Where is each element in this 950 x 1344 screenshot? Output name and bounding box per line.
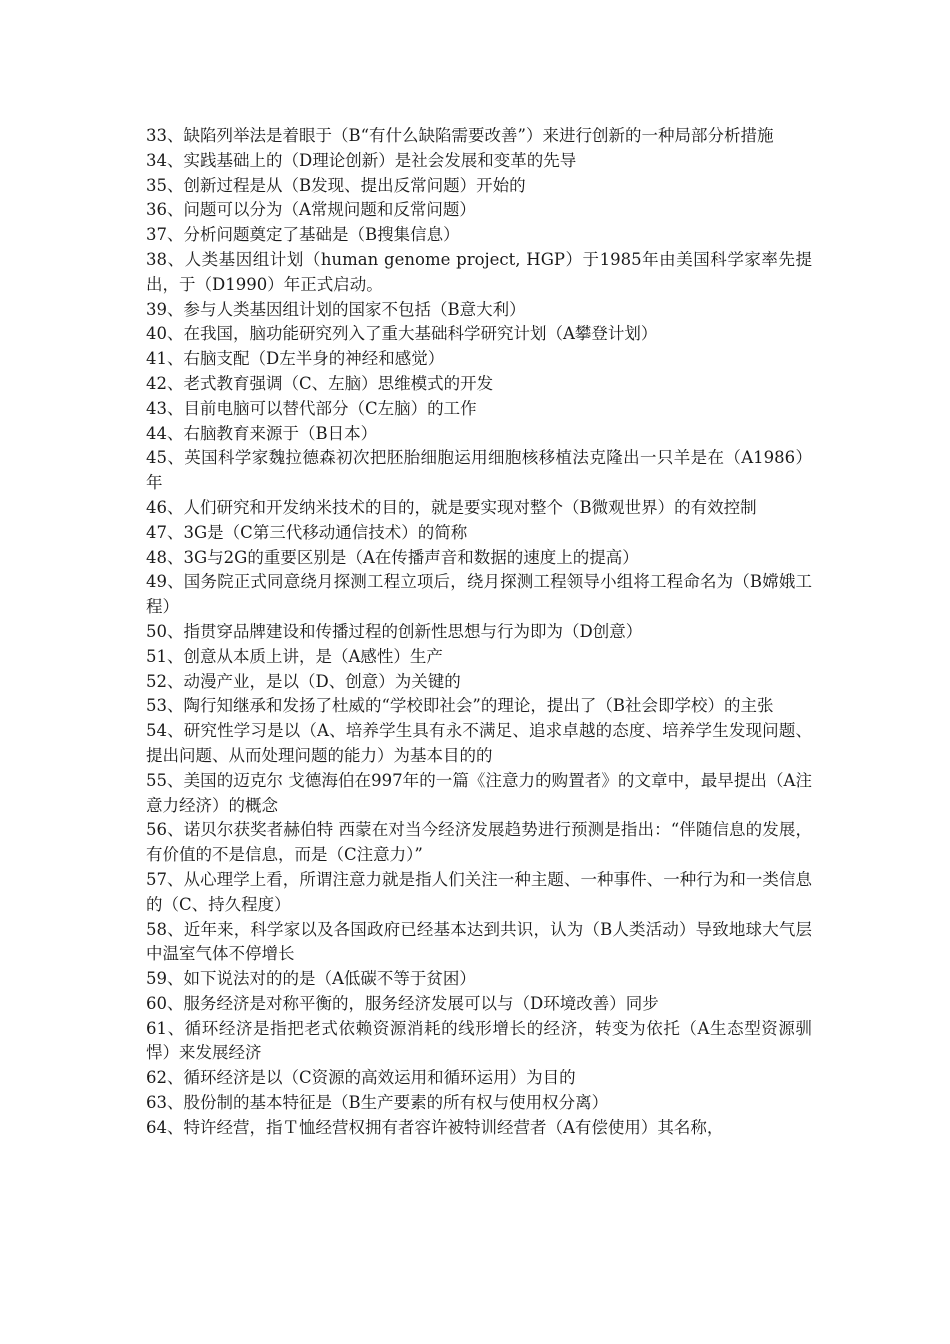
list-item: 51、创意从本质上讲，是（A感性）生产 <box>146 646 443 666</box>
list-item: 38、人类基因组计划（human genome project, HGP）于1985年由美国科学家率先提出，于（D1990）年正式启动。 <box>146 249 812 294</box>
list-item: 52、动漫产业，是以（D、创意）为关键的 <box>146 671 461 691</box>
list-item: 36、问题可以分为（A常规问题和反常问题） <box>146 200 476 220</box>
list-item: 37、分析问题奠定了基础是（B搜集信息） <box>146 225 460 245</box>
list-item: 45、英国科学家魏拉德森初次把胚胎细胞运用细胞核移植法克隆出一只羊是在（A1986）年 <box>146 448 812 493</box>
list-item: 47、3G是（C第三代移动通信技术）的简称 <box>146 522 468 542</box>
list-item: 42、老式教育强调（C、左脑）思维模式的开发 <box>146 373 494 393</box>
list-item: 55、美国的迈克尔 戈德海伯在997年的一篇《注意力的购置者》的文章中，最早提出（A注意力经济）的概念 <box>146 770 812 815</box>
list-item: 41、右脑支配（D左半身的神经和感觉） <box>146 349 445 369</box>
list-item: 40、在我国，脑功能研究列入了重大基础科学研究计划（A攀登计划） <box>146 324 658 344</box>
list-item: 49、国务院正式同意绕月探测工程立项后，绕月探测工程领导小组将工程命名为（B嫦娥工程） <box>146 572 812 617</box>
list-item: 50、指贯穿品牌建设和传播过程的创新性思想与行为即为（D创意） <box>146 621 643 641</box>
list-item: 58、近年来，科学家以及各国政府已经基本达到共识，认为（B人类活动）导致地球大气层中温室气体不停增长 <box>146 919 812 964</box>
list-item: 43、目前电脑可以替代部分（C左脑）的工作 <box>146 398 477 418</box>
list-item: 61、循环经济是指把老式依赖资源消耗的线形增长的经济，转变为依托（A生态型资源驯悍）来发展经济 <box>146 1018 812 1063</box>
list-item: 56、诺贝尔获奖者赫伯特 西蒙在对当今经济发展趋势进行预测是指出：“伴随信息的发展，有价值的不是信息，而是（C注意力）” <box>146 820 812 865</box>
list-item: 48、3G与2G的重要区别是（A在传播声音和数据的速度上的提高） <box>146 547 639 567</box>
question-list <box>146 124 812 1141</box>
list-item: 46、人们研究和开发纳米技术的目的，就是要实现对整个（B微观世界）的有效控制 <box>146 497 757 517</box>
list-item: 64、特许经营，指Ｔ恤经营权拥有者容许被特训经营者（A有偿使用）其名称， <box>146 1117 724 1137</box>
list-item: 33、缺陷列举法是着眼于（B“有什么缺陷需要改善”）来进行创新的一种局部分析措施 <box>146 126 774 145</box>
list-item: 34、实践基础上的（D理论创新）是社会发展和变革的先导 <box>146 150 577 170</box>
list-item: 59、如下说法对的的是（A低碳不等于贫困） <box>146 969 476 989</box>
list-item: 62、循环经济是以（C资源的高效运用和循环运用）为目的 <box>146 1068 576 1088</box>
list-item: 60、服务经济是对称平衡的，服务经济发展可以与（D环境改善）同步 <box>146 993 659 1013</box>
list-item: 53、陶行知继承和发扬了杜威的“学校即社会”的理论，提出了（B社会即学校）的主张 <box>146 696 774 716</box>
list-item: 57、从心理学上看，所谓注意力就是指人们关注一种主题、一种事件、一种行为和一类信息的（C、持久程度） <box>146 869 812 914</box>
list-item: 35、创新过程是从（B发现、提出反常问题）开始的 <box>146 175 526 195</box>
list-item: 54、研究性学习是以（A、培养学生具有永不满足、追求卓越的态度、培养学生发现问题、提出问题、从而处理问题的能力）为基本目的的 <box>146 721 812 765</box>
list-item: 39、参与人类基因组计划的国家不包括（B意大利） <box>146 299 526 319</box>
list-item: 63、股份制的基本特征是（B生产要素的所有权与使用权分离） <box>146 1093 609 1113</box>
list-item: 44、右脑教育来源于（B日本） <box>146 423 378 443</box>
